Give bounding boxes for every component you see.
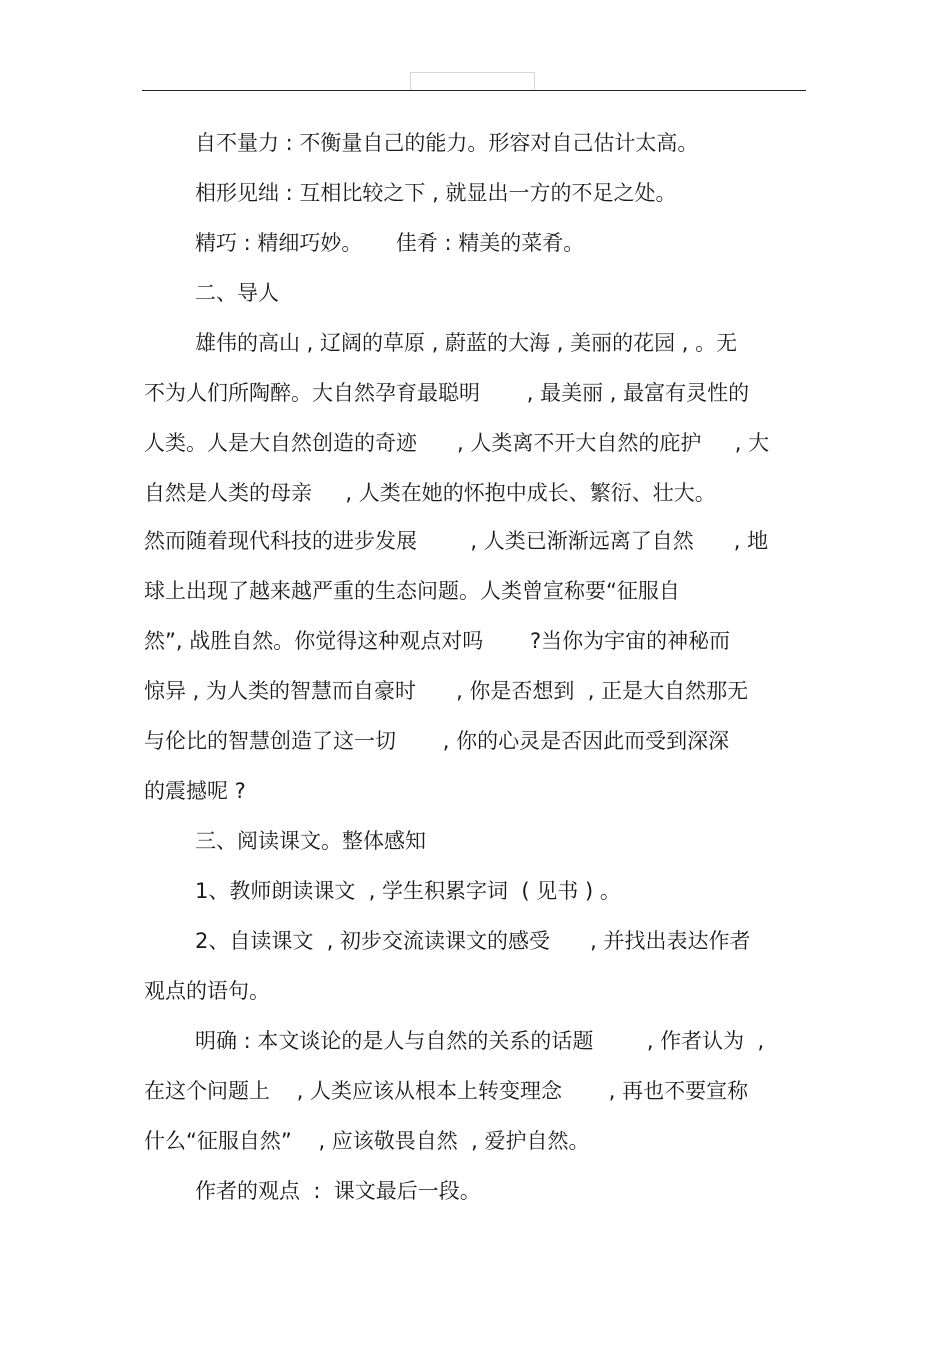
text-line: 2、自读课文 , 初步交流读课文的感受 , 并找出表达作者: [195, 929, 751, 953]
text-line: 明确 : 本文谈论的是人与自然的关系的话题 , 作者认为 ,: [195, 1029, 765, 1053]
text-line: 什么“征服自然” , 应该敬畏自然 , 爱护自然。: [144, 1129, 590, 1153]
text-line: 相形见绌 : 互相比较之下 , 就显出一方的不足之处。: [195, 181, 677, 205]
text-line: 作者的观点 : 课文最后一段。: [195, 1179, 481, 1203]
text-line: 球上出现了越来越严重的生态问题。人类曾宣称要“征服自: [144, 579, 680, 603]
text-line: 然而随着现代科技的进步发展 , 人类已渐渐远离了自然 , 地: [144, 529, 769, 553]
text-line: 与伦比的智慧创造了这一切 , 你的心灵是否因此而受到深深: [144, 729, 730, 753]
text-line: 在这个问题上 , 人类应该从根本上转变理念 , 再也不要宣称: [144, 1079, 749, 1103]
text-line: 人类。人是大自然创造的奇迹 , 人类离不开大自然的庇护 , 大: [144, 431, 770, 455]
text-line: 自然是人类的母亲 , 人类在她的怀抱中成长、繁衍、壮大。: [144, 481, 716, 505]
text-line: 惊异 , 为人类的智慧而自豪时 , 你是否想到 , 正是大自然那无: [144, 679, 749, 703]
text-line: 雄伟的高山 , 辽阔的草原 , 蔚蓝的大海 , 美丽的花园 , 。无: [195, 331, 738, 355]
text-line: 观点的语句。: [144, 979, 270, 1003]
text-line: 精巧 : 精细巧妙。 佳肴 : 精美的菜肴。: [195, 231, 585, 255]
section-heading: 二、导人: [195, 281, 279, 305]
header-tab: [410, 72, 535, 91]
text-line: 然”, 战胜自然。你觉得这种观点对吗 ?当你为宇宙的神秘而: [144, 629, 731, 653]
text-line: 不为人们所陶醉。大自然孕育最聪明 , 最美丽 , 最富有灵性的: [144, 381, 750, 405]
text-line: 的震撼呢 ?: [144, 779, 246, 803]
header-rule: [142, 90, 806, 91]
section-heading: 三、阅读课文。整体感知: [195, 829, 426, 853]
text-line: 自不量力 : 不衡量自己的能力。形容对自己估计太高。: [195, 131, 699, 155]
text-line: 1、教师朗读课文 , 学生积累字词 ( 见书 ) 。: [195, 879, 621, 903]
